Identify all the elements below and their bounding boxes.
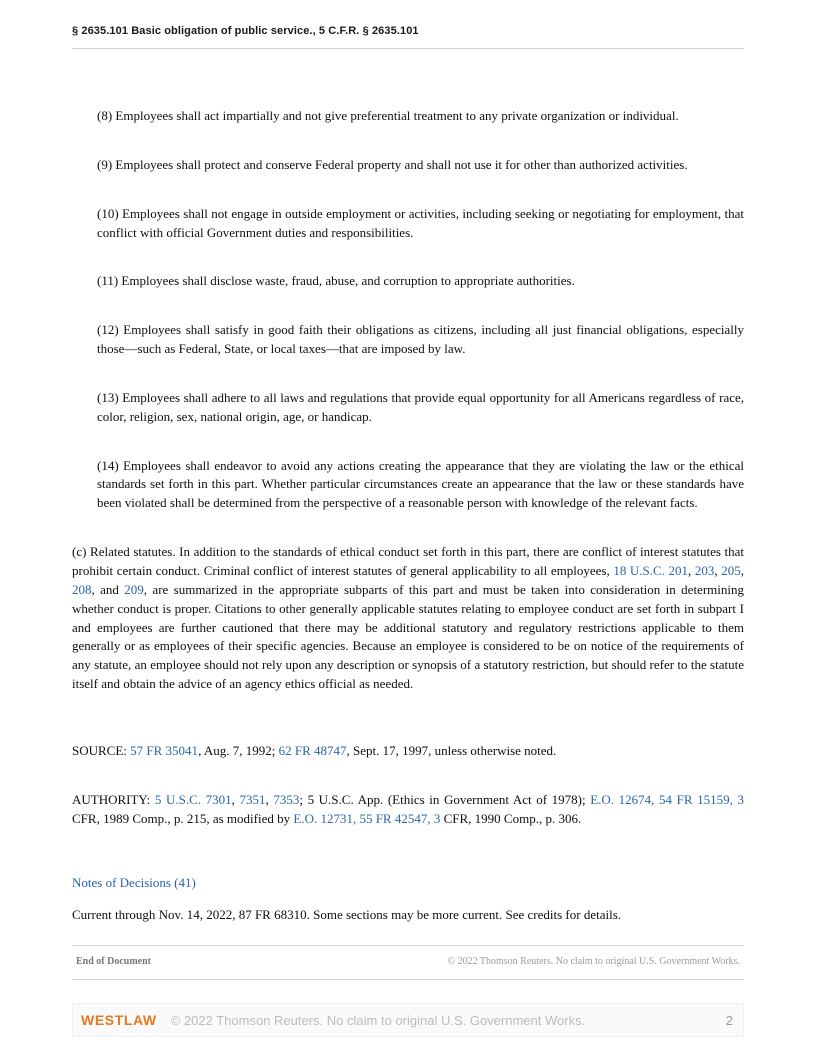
text-segment: CFR, 1990 Comp., p. 306. — [440, 810, 582, 826]
statute-paragraph-10: (10) Employees shall not engage in outside employment or activities, including seeking or negotiating for employment, that conflict with official Government duties and responsibilities. — [97, 205, 744, 240]
bottom-bar — [72, 1003, 744, 1037]
text-segment: , — [740, 562, 745, 578]
document-header-title: § 2635.101 Basic obligation of public service., 5 C.F.R. § 2635.101 — [72, 25, 744, 49]
citation-link[interactable]: 205 — [721, 562, 741, 578]
text-segment: , — [688, 562, 695, 578]
text-segment: , are summarized in the appropriate subparts of this part and must be taken into consideration in determining whether conduct is proper. Citations to other generally applicable statutes relating to employee conduct are set forth in subpart I and employees are further cautioned that there may be additional statutory and regulatory restrictions applicable to them generally or as employees of their specific agencies. Because an employee is considered to be on notice of the requirements of any statute, an employee should not rely upon any description or synopsis of a statutory restriction, but should refer to the statute itself and obtain the advice of an agency ethics official as needed. — [72, 581, 744, 692]
citation-link[interactable]: 62 FR 48747 — [278, 742, 347, 758]
citation-link[interactable]: 57 FR 35041 — [130, 742, 199, 758]
citation-link[interactable]: 208 — [72, 581, 92, 597]
statute-paragraph-14: (14) Employees shall endeavor to avoid any actions creating the appearance that they are violating the law or the ethical standards set forth in this part. Whether particular circumstances create an appearance that the law or these standards have been violated shall be determined from the perspective of a reasonable person with knowledge of the relevant facts. — [97, 457, 744, 511]
footer-copyright: © 2022 Thomson Reuters. No claim to original U.S. Government Works. — [447, 956, 740, 968]
text-segment: , — [714, 562, 722, 578]
westlaw-logo[interactable]: WESTLAW — [81, 1012, 157, 1028]
text-segment: ; 5 U.S.C. App. (Ethics in Government Act of 1978); — [299, 791, 591, 807]
text-segment: SOURCE: — [72, 742, 131, 758]
page-number: 2 — [725, 1012, 733, 1028]
text-segment: , — [265, 791, 274, 807]
bottom-bar-copyright: © 2022 Thomson Reuters. No claim to original U.S. Government Works. — [170, 1012, 586, 1028]
document-header — [0, 0, 816, 49]
statute-paragraph-8: (8) Employees shall act impartially and not give preferential treatment to any private organization or individual. — [97, 108, 679, 123]
notes-of-decisions-link[interactable]: Notes of Decisions (41) — [72, 875, 196, 891]
related-statutes-paragraph — [72, 543, 744, 694]
source-paragraph — [72, 742, 744, 761]
text-segment: , and — [91, 581, 125, 597]
citation-link[interactable]: E.O. 12731, 55 FR 42547, 3 — [293, 810, 441, 826]
citation-link[interactable]: 203 — [694, 562, 715, 578]
statute-paragraph-9: (9) Employees shall protect and conserve Federal property and shall not use it for other than authorized activities. — [97, 156, 688, 172]
statute-paragraph-11: (11) Employees shall disclose waste, fraud, abuse, and corruption to appropriate authorities. — [97, 273, 575, 289]
text-segment: (c) Related statutes. In addition to the standards of ethical conduct set forth in this part, there are conflict of interest statutes that prohibit certain conduct. Criminal conflict of interest statutes of general applicability to all employees, — [72, 544, 744, 578]
citation-link[interactable]: 5 U.S.C. 7301 — [154, 791, 232, 807]
statute-paragraph-13: (13) Employees shall adhere to all laws and regulations that provide equal opportunity for all Americans regardless of race, color, religion, sex, national origin, age, or handicap. — [97, 389, 744, 424]
text-segment: , Sept. 17, 1997, unless otherwise noted. — [346, 742, 557, 758]
currentness-text: Current through Nov. 14, 2022, 87 FR 68310. Some sections may be more current. See credits for details. — [72, 907, 622, 923]
citation-link[interactable]: 209 — [124, 581, 144, 597]
end-of-document-label: End of Document — [76, 956, 152, 968]
notes-of-decisions-row — [72, 874, 744, 893]
end-of-document-row — [72, 945, 744, 980]
document-body — [0, 49, 816, 980]
citation-link[interactable]: 18 U.S.C. 201 — [613, 562, 689, 578]
text-segment: , — [231, 791, 240, 807]
authority-paragraph — [72, 791, 744, 829]
citation-link[interactable]: 7353 — [273, 791, 300, 807]
text-segment: CFR, 1989 Comp., p. 215, as modified by — [72, 810, 294, 826]
text-segment: AUTHORITY: — [72, 791, 155, 807]
statute-paragraph-12: (12) Employees shall satisfy in good faith their obligations as citizens, including all just financial obligations, especially those—such as Federal, State, or local taxes—that are imposed by law. — [97, 322, 744, 357]
citation-link[interactable]: 7351 — [239, 791, 266, 807]
citation-link[interactable]: E.O. 12674, 54 FR 15159, 3 — [590, 791, 745, 807]
text-segment: , Aug. 7, 1992; — [198, 742, 279, 758]
